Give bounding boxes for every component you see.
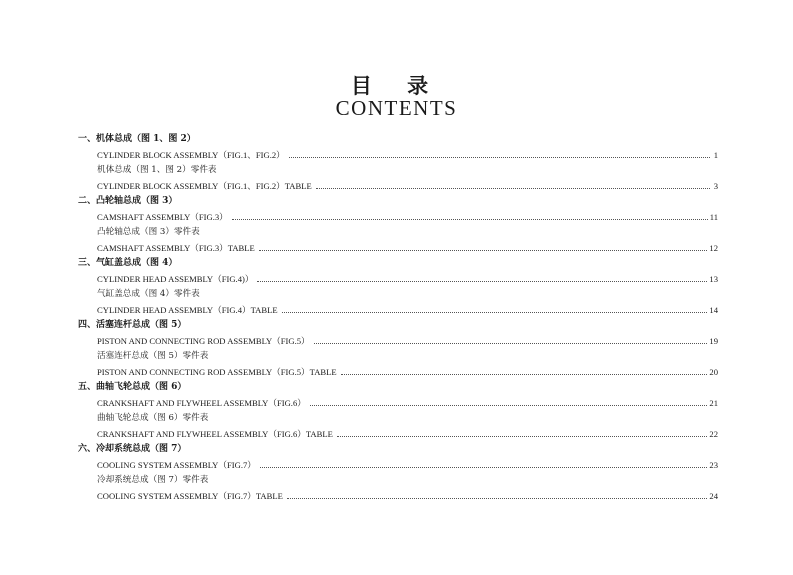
page-title-english: CONTENTS <box>335 96 458 120</box>
toc-entry[interactable] <box>78 179 718 195</box>
toc-entry-label: CRANKSHAFT AND FLYWHEEL ASSEMBLY（FIG.6）TABLE <box>97 428 333 439</box>
toc-entry-label: COOLING SYSTEM ASSEMBLY（FIG.7）TABLE <box>97 490 283 501</box>
toc-entry[interactable] <box>78 241 718 257</box>
toc-subentry <box>78 349 718 365</box>
toc-page-number: 23 <box>709 459 718 470</box>
toc-entry-label: 气缸盖总成（图 4）零件表 <box>97 289 200 299</box>
dot-leader <box>314 342 708 344</box>
toc-entry-label: 四、活塞连杆总成（图 5） <box>78 320 187 330</box>
toc-section-heading <box>78 318 718 334</box>
toc-entry-label: 六、冷却系统总成（图 7） <box>78 444 187 454</box>
dot-leader <box>310 404 708 406</box>
toc-entry-label: COOLING SYSTEM ASSEMBLY（FIG.7） <box>97 459 256 470</box>
toc-section-heading <box>78 442 718 458</box>
page-title-chinese: 目 录 <box>350 73 443 98</box>
dot-leader <box>316 187 710 189</box>
toc-page-number: 11 <box>709 211 718 222</box>
toc-entry-label: CYLINDER HEAD ASSEMBLY（FIG.4)） <box>97 273 254 284</box>
toc-page-number: 20 <box>709 366 718 377</box>
toc-page-number: 3 <box>713 180 718 191</box>
toc-entry[interactable] <box>78 365 718 381</box>
toc-page-number: 24 <box>709 490 718 501</box>
toc-section-heading <box>78 256 718 272</box>
toc-entry-label: PISTON AND CONNECTING ROD ASSEMBLY（FIG.5） <box>97 335 310 346</box>
toc-page-number: 14 <box>709 304 718 315</box>
dot-leader <box>260 466 708 468</box>
toc-entry-label: 三、气缸盖总成（图 4） <box>78 258 178 268</box>
toc-subentry <box>78 225 718 241</box>
dot-leader <box>337 435 708 437</box>
toc-subentry <box>78 287 718 303</box>
dot-leader <box>341 373 708 375</box>
toc-entry-label: 凸轮轴总成（图 3）零件表 <box>97 227 200 237</box>
toc-entry-label: 五、曲轴飞轮总成（图 6） <box>78 382 187 392</box>
toc-page-number: 1 <box>713 149 718 160</box>
toc-entry-label: 一、机体总成（图 1、图 2） <box>78 134 196 144</box>
dot-leader <box>287 497 708 499</box>
toc-section-heading <box>78 380 718 396</box>
toc-entry[interactable] <box>78 148 718 164</box>
toc-entry-label: PISTON AND CONNECTING ROD ASSEMBLY（FIG.5）TABLE <box>97 366 337 377</box>
toc-entry-label: CAMSHAFT ASSEMBLY（FIG.3） <box>97 211 228 222</box>
toc-entry-label: CAMSHAFT ASSEMBLY（FIG.3）TABLE <box>97 242 255 253</box>
toc-entry-label: CRANKSHAFT AND FLYWHEEL ASSEMBLY（FIG.6） <box>97 397 306 408</box>
toc-entry-label: CYLINDER BLOCK ASSEMBLY（FIG.1、FIG.2） <box>97 149 285 160</box>
toc-section-heading <box>78 194 718 210</box>
toc-entry[interactable] <box>78 458 718 474</box>
toc-page-number: 19 <box>709 335 718 346</box>
toc-page-number: 12 <box>709 242 718 253</box>
toc-entry[interactable] <box>78 303 718 319</box>
dot-leader <box>282 311 708 313</box>
toc-section-heading <box>78 132 718 148</box>
toc-page-number: 22 <box>709 428 718 439</box>
dot-leader <box>289 156 710 158</box>
toc-entry-label: 活塞连杆总成（图 5）零件表 <box>97 351 209 361</box>
toc-entry[interactable] <box>78 210 718 226</box>
toc-subentry <box>78 411 718 427</box>
toc-entry-label: 机体总成（图 1、图 2）零件表 <box>97 165 217 175</box>
toc-entry-label: 二、凸轮轴总成（图 3） <box>78 196 178 206</box>
dot-leader <box>257 280 707 282</box>
dot-leader <box>232 218 708 220</box>
toc-entry-label: CYLINDER HEAD ASSEMBLY（FIG.4）TABLE <box>97 304 278 315</box>
toc-page-number: 21 <box>709 397 718 408</box>
toc-entry[interactable] <box>78 396 718 412</box>
dot-leader <box>259 249 708 251</box>
toc-entry-label: 冷却系统总成（图 7）零件表 <box>97 475 209 485</box>
toc-page-number: 13 <box>709 273 718 284</box>
toc-entry[interactable] <box>78 334 718 350</box>
toc-subentry <box>78 473 718 489</box>
toc-entry-label: 曲轴飞轮总成（图 6）零件表 <box>97 413 209 423</box>
toc-entry[interactable] <box>78 427 718 443</box>
toc-entry[interactable] <box>78 272 718 288</box>
table-of-contents <box>78 132 718 504</box>
toc-entry-label: CYLINDER BLOCK ASSEMBLY（FIG.1、FIG.2）TABLE <box>97 180 312 191</box>
toc-entry[interactable] <box>78 489 718 505</box>
toc-subentry <box>78 163 718 179</box>
